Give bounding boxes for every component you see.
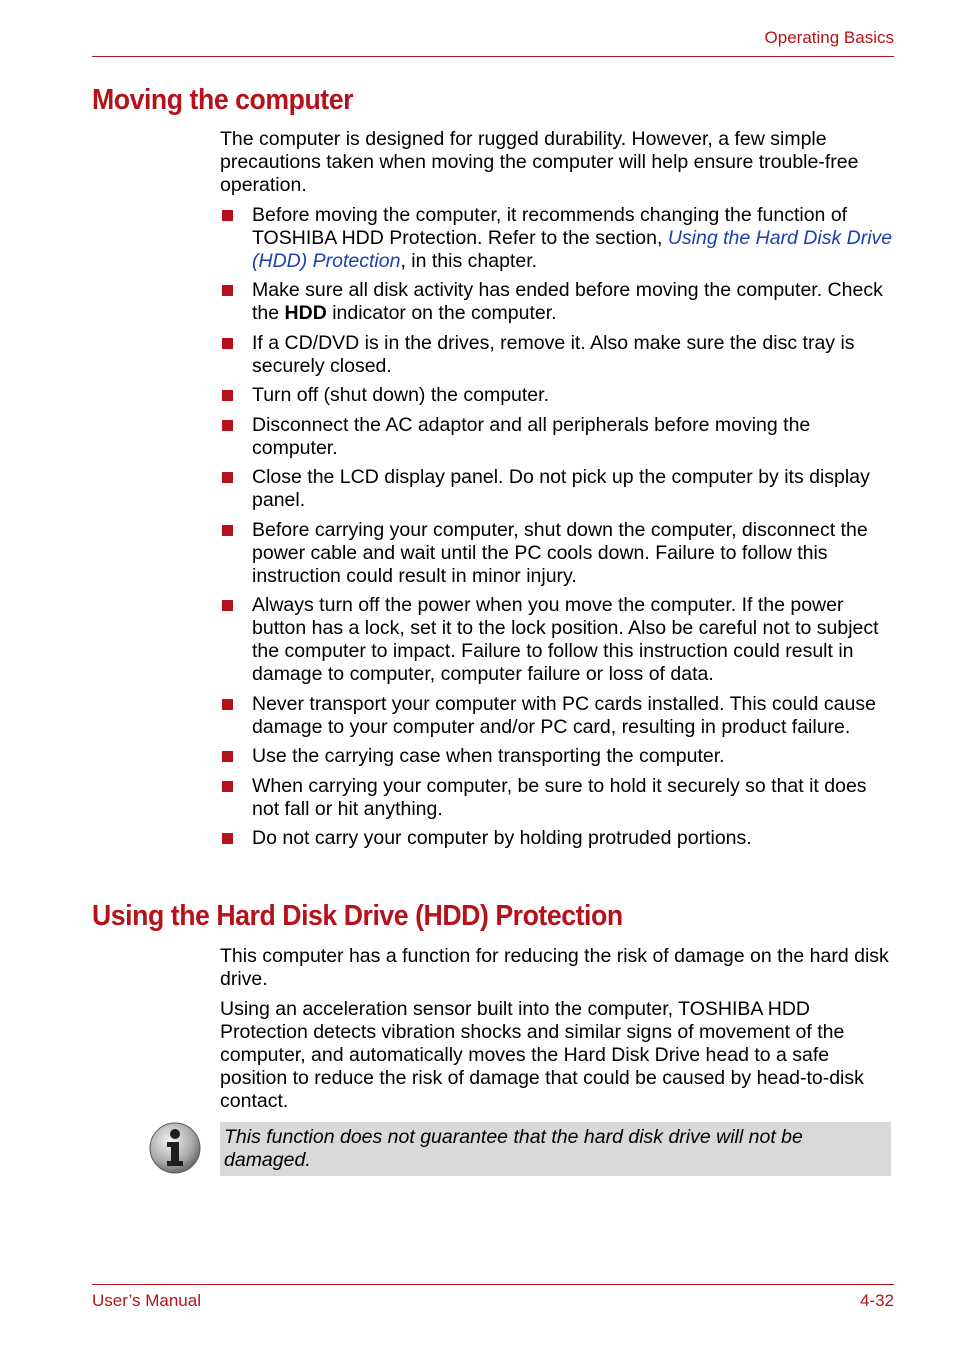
- moving-body: [220, 128, 894, 857]
- list-item: Never transport your computer with PC cards installed. This could cause damage to your computer and/or PC card, resulting in product failure.: [220, 693, 894, 739]
- moving-intro: The computer is designed for rugged durability. However, a few simple precautions taken when moving the computer will help ensure trouble-free operation.: [220, 128, 859, 196]
- list-item: Before moving the computer, it recommends changing the function of TOSHIBA HDD Protection. Refer to the section, Using the Hard Disk Drive (HDD) Protection, in this chapter.: [220, 204, 894, 273]
- bullet-square-icon: [222, 833, 233, 844]
- page-number: 4-32: [859, 1291, 894, 1310]
- bullet-square-icon: [222, 751, 233, 762]
- footer-manual-title: User’s Manual: [92, 1291, 201, 1310]
- list-item: Disconnect the AC adaptor and all peripherals before moving the computer.: [220, 414, 894, 460]
- bullet-square-icon: [222, 285, 233, 296]
- hdd-label: HDD: [284, 302, 327, 324]
- list-item: Make sure all disk activity has ended before moving the computer. Check the HDD indicator on the computer.: [220, 279, 894, 325]
- section-title-moving: Moving the computer: [92, 84, 354, 116]
- hdd-paragraph-1: This computer has a function for reducing the risk of damage on the hard disk drive.: [220, 945, 889, 990]
- list-item: Before carrying your computer, shut down the computer, disconnect the power cable and wait until the PC cools down. Failure to follow this instruction could result in minor injury.: [220, 519, 894, 588]
- list-item: Turn off (shut down) the computer.: [220, 384, 894, 407]
- hdd-body: [220, 945, 894, 1113]
- bullet-square-icon: [222, 525, 233, 536]
- list-item: Do not carry your computer by holding protruded portions.: [220, 827, 894, 850]
- bullet-square-icon: [222, 699, 233, 710]
- hdd-paragraph-2: Using an acceleration sensor built into the computer, TOSHIBA HDD Protection detects vibration shocks and similar signs of movement of the computer, and automatically moves the Hard Disk Drive head to a safe position to reduce the risk of damage that could be caused by head-to-disk contact.: [220, 998, 864, 1112]
- list-item: Use the carrying case when transporting the computer.: [220, 745, 894, 768]
- note-box: [220, 1122, 891, 1176]
- list-item: If a CD/DVD is in the drives, remove it. Also make sure the disc tray is securely closed.: [220, 332, 894, 378]
- footer-rule: [92, 1284, 894, 1285]
- bullet-square-icon: [222, 210, 233, 221]
- hdd-protection-link[interactable]: Using the Hard Disk Drive (HDD) Protection: [252, 226, 893, 272]
- bullet-square-icon: [222, 781, 233, 792]
- bullet-square-icon: [222, 420, 233, 431]
- list-item: Always turn off the power when you move the computer. If the power button has a lock, set it to the lock position. Also be careful not to subject the computer to impact. Failure to follow this instruction could result in damage to computer, computer failure or loss of data.: [220, 594, 894, 686]
- bullet-square-icon: [222, 338, 233, 349]
- section-title-hdd-protection: Using the Hard Disk Drive (HDD) Protection: [92, 900, 623, 932]
- list-item: When carrying your computer, be sure to hold it securely so that it does not fall or hit anything.: [220, 775, 894, 821]
- bullet-square-icon: [222, 472, 233, 483]
- header-rule: [92, 56, 894, 57]
- running-header: Operating Basics: [764, 28, 894, 47]
- bullet-square-icon: [222, 390, 233, 401]
- note-text: This function does not guarantee that the hard disk drive will not be damaged.: [224, 1126, 803, 1171]
- list-item: Close the LCD display panel. Do not pick up the computer by its display panel.: [220, 466, 894, 512]
- bullet-square-icon: [222, 600, 233, 611]
- info-icon: [148, 1121, 202, 1175]
- moving-bullet-list: [220, 204, 894, 851]
